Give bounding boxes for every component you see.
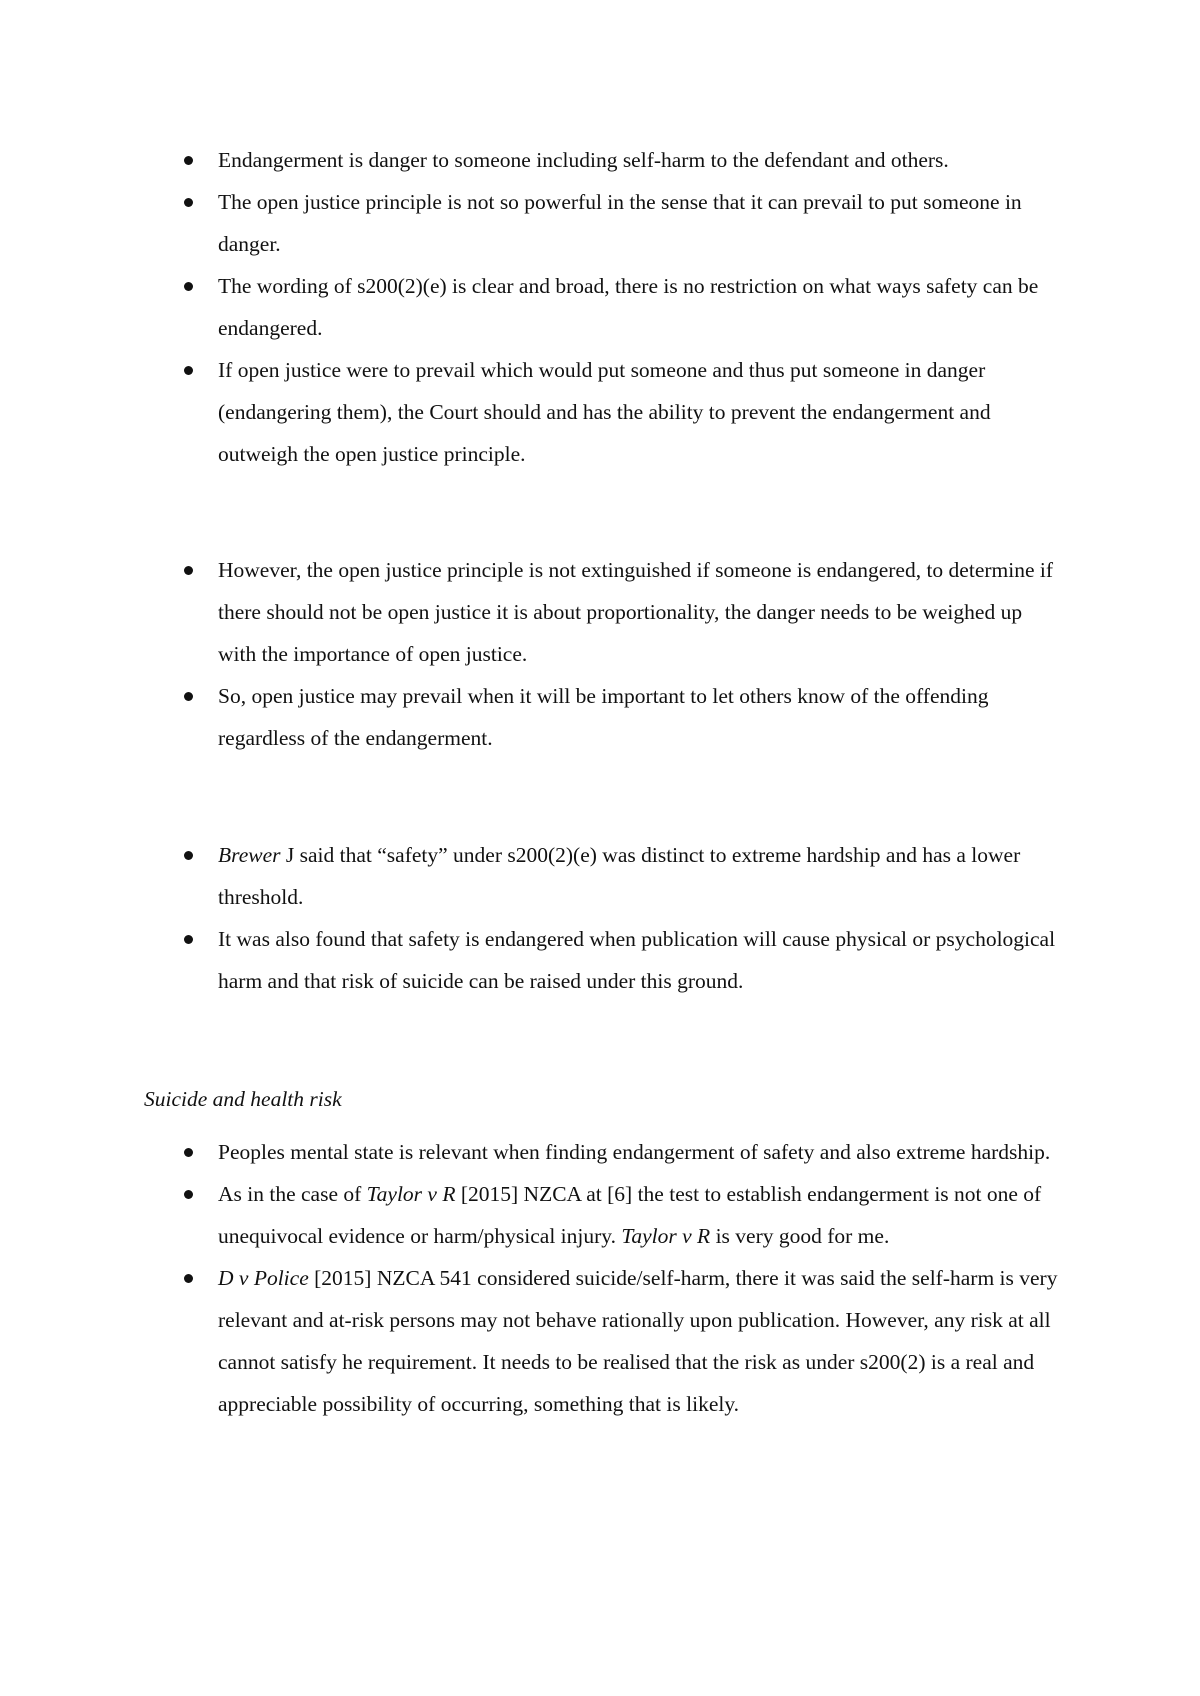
bullet-icon (184, 566, 193, 575)
list-item (0, 1173, 1200, 1257)
list-item (0, 1257, 1200, 1425)
list-item (0, 549, 1200, 675)
list-item (0, 139, 1200, 181)
bullet-icon (184, 935, 193, 944)
bullet-icon (184, 156, 193, 165)
bullet-icon (184, 1274, 193, 1283)
bullet-list-proportionality (0, 549, 1200, 759)
list-item-text: It was also found that safety is endangered when publication will cause physical or psychological harm and that risk of suicide can be raised under this ground. (218, 927, 1056, 993)
bullet-icon (184, 1190, 193, 1199)
list-item (0, 181, 1200, 265)
list-item-text: [2015] NZCA at [6] the test to establish endangerment is not one of unequivocal evidence or harm/physical injury. (218, 1182, 1042, 1248)
list-item (0, 675, 1200, 759)
bullet-list-suicide-health (0, 1131, 1200, 1425)
bullet-list-safety (0, 834, 1200, 1002)
case-name-taylor: Taylor v R (366, 1182, 456, 1206)
bullet-icon (184, 851, 193, 860)
list-item-text: [2015] NZCA 541 considered suicide/self-harm, there it was said the self-harm is very relevant and at-risk persons may not behave rationally upon publication. However, any risk at all cannot satisfy he requirement. It needs to be realised that the risk as under s200(2) is a real and appreciable possibility of occurring, something that is likely. (218, 1266, 1058, 1416)
list-item (0, 834, 1200, 918)
list-item-text: However, the open justice principle is not extinguished if someone is endangered, to determine if there should not be open justice it is about proportionality, the danger needs to be weighed up with the importance of open justice. (218, 558, 1054, 666)
section-heading: Suicide and health risk (144, 1087, 342, 1111)
list-item (0, 349, 1200, 475)
bullet-icon (184, 1148, 193, 1157)
bullet-icon (184, 282, 193, 291)
list-item (0, 918, 1200, 1002)
list-item-text: As in the case of (218, 1182, 367, 1206)
list-item (0, 1131, 1200, 1173)
case-name-brewer: Brewer (218, 843, 281, 867)
bullet-icon (184, 366, 193, 375)
case-name-d-v-police: D v Police (218, 1266, 309, 1290)
list-item-text: The open justice principle is not so powerful in the sense that it can prevail to put someone in danger. (218, 190, 1022, 256)
list-item-text: If open justice were to prevail which would put someone and thus put someone in danger (endangering them), the Court should and has the ability to prevent the endangerment and outweigh the open justice principle. (218, 358, 991, 466)
list-item-text: is very good for me. (710, 1224, 890, 1248)
bullet-icon (184, 692, 193, 701)
list-item-text: So, open justice may prevail when it will be important to let others know of the offending regardless of the endangerment. (218, 684, 989, 750)
bullet-icon (184, 198, 193, 207)
list-item (0, 265, 1200, 349)
case-name-taylor: Taylor v R (621, 1224, 711, 1248)
list-item-text: Endangerment is danger to someone including self-harm to the defendant and others. (218, 148, 949, 172)
list-item-text: The wording of s200(2)(e) is clear and broad, there is no restriction on what ways safety can be endangered. (218, 274, 1039, 340)
list-item-text: J said that “safety” under s200(2)(e) was distinct to extreme hardship and has a lower threshold. (218, 843, 1021, 909)
bullet-list-endangerment (0, 139, 1200, 475)
list-item-text: Peoples mental state is relevant when finding endangerment of safety and also extreme hardship. (218, 1140, 1051, 1164)
